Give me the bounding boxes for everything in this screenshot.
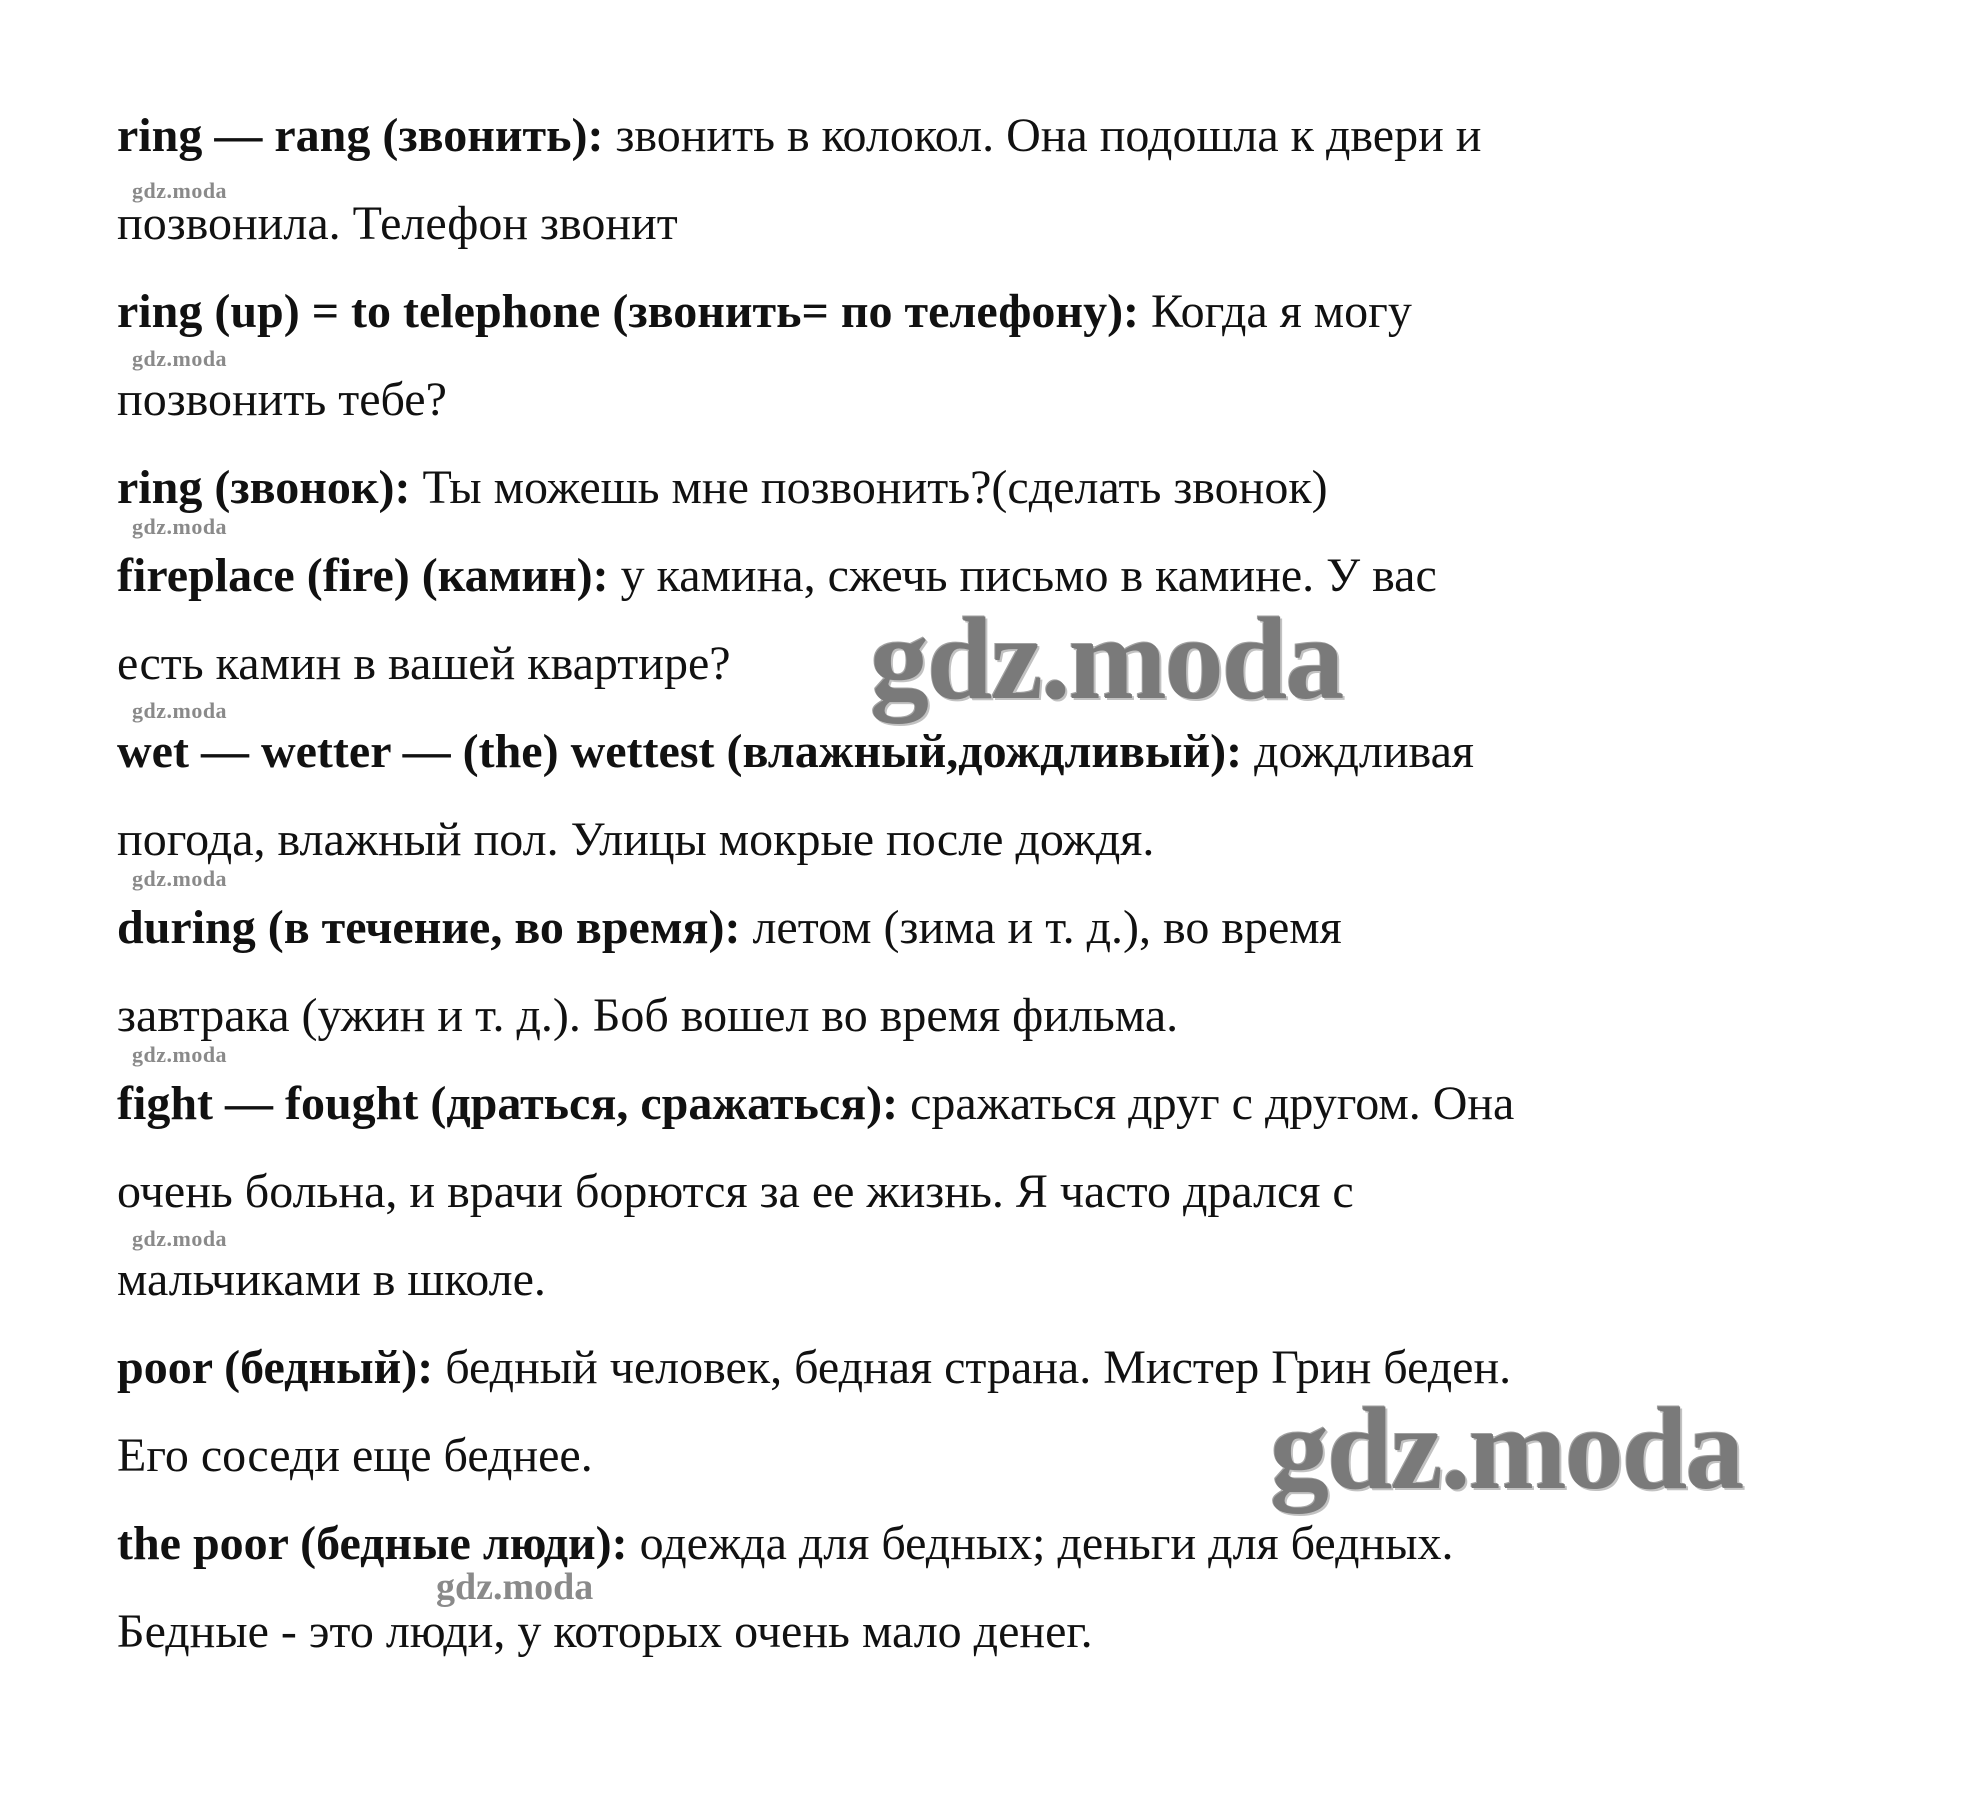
entry-definition: погода, влажный пол. Улицы мокрые после дождя. <box>117 813 1155 866</box>
entry-definition: очень больна, и врачи борются за ее жизнь. Я часто дрался с <box>117 1165 1354 1218</box>
entry-term: ring (up) = to telephone (звонить= по телефону): <box>117 285 1140 338</box>
entry-definition: есть камин в вашей квартире? <box>117 637 731 690</box>
entry-continuation <box>117 972 1877 1060</box>
entry-term: ring (звонок): <box>117 461 411 514</box>
entry-continuation <box>117 1236 1877 1324</box>
entry-term: fight — fought (драться, сражаться): <box>117 1077 899 1130</box>
entry-definition: летом (зима и т. д.), во время <box>752 901 1342 954</box>
watermark-small: gdz.moda <box>132 514 228 539</box>
entry-continuation <box>117 1588 1877 1676</box>
entry-definition: позвонила. Телефон звонит <box>117 197 678 250</box>
entry-definition: сражаться друг с другом. Она <box>910 1077 1515 1130</box>
entry-during <box>117 884 1877 972</box>
entry-definition: Ты можешь мне позвонить?(сделать звонок) <box>422 461 1328 514</box>
entry-term: wet — wetter — (the) wettest (влажный,дождливый): <box>117 725 1243 778</box>
entry-term: during (в течение, во время): <box>117 901 741 954</box>
entry-continuation <box>117 180 1877 268</box>
entry-continuation <box>117 796 1877 884</box>
entry-term: poor (бедный): <box>117 1341 434 1394</box>
watermark-large: gdz.moda <box>1270 1383 1743 1514</box>
watermark-medium: gdz.moda <box>436 1566 594 1608</box>
entry-definition: одежда для бедных; деньги для бедных. <box>639 1517 1454 1570</box>
entry-definition: Когда я могу <box>1151 285 1412 338</box>
entry-continuation <box>117 1148 1877 1236</box>
entry-term: the poor (бедные люди): <box>117 1517 628 1570</box>
watermark-small: gdz.moda <box>132 1226 228 1251</box>
entry-definition: Бедные - это люди, у которых очень мало денег. <box>117 1605 1093 1658</box>
entry-term: ring — rang (звонить): <box>117 109 604 162</box>
entry-definition: звонить в колокол. Она подошла к двери и <box>615 109 1482 162</box>
entry-ring-rang <box>117 92 1877 180</box>
entry-definition: завтрака (ужин и т. д.). Боб вошел во время фильма. <box>117 989 1179 1042</box>
watermark-small: gdz.moda <box>132 866 228 891</box>
entry-definition: у камина, сжечь письмо в камине. У вас <box>620 549 1437 602</box>
watermark-small: gdz.moda <box>132 346 228 371</box>
entry-fight <box>117 1060 1877 1148</box>
entry-term: fireplace (fire) (камин): <box>117 549 609 602</box>
entry-definition: дождливая <box>1254 725 1474 778</box>
watermark-small: gdz.moda <box>132 178 228 203</box>
entry-definition: мальчиками в школе. <box>117 1253 546 1306</box>
entry-ring-up <box>117 268 1877 356</box>
entry-ring-noun <box>117 444 1877 532</box>
entry-definition: Его соседи еще беднее. <box>117 1429 593 1482</box>
entry-definition: бедный человек, бедная страна. Мистер Грин беден. <box>445 1341 1512 1394</box>
entry-continuation <box>117 356 1877 444</box>
watermark-small: gdz.moda <box>132 1042 228 1067</box>
watermark-large: gdz.moda <box>870 593 1343 724</box>
watermark-small: gdz.moda <box>132 698 228 723</box>
entry-definition: позвонить тебе? <box>117 373 447 426</box>
